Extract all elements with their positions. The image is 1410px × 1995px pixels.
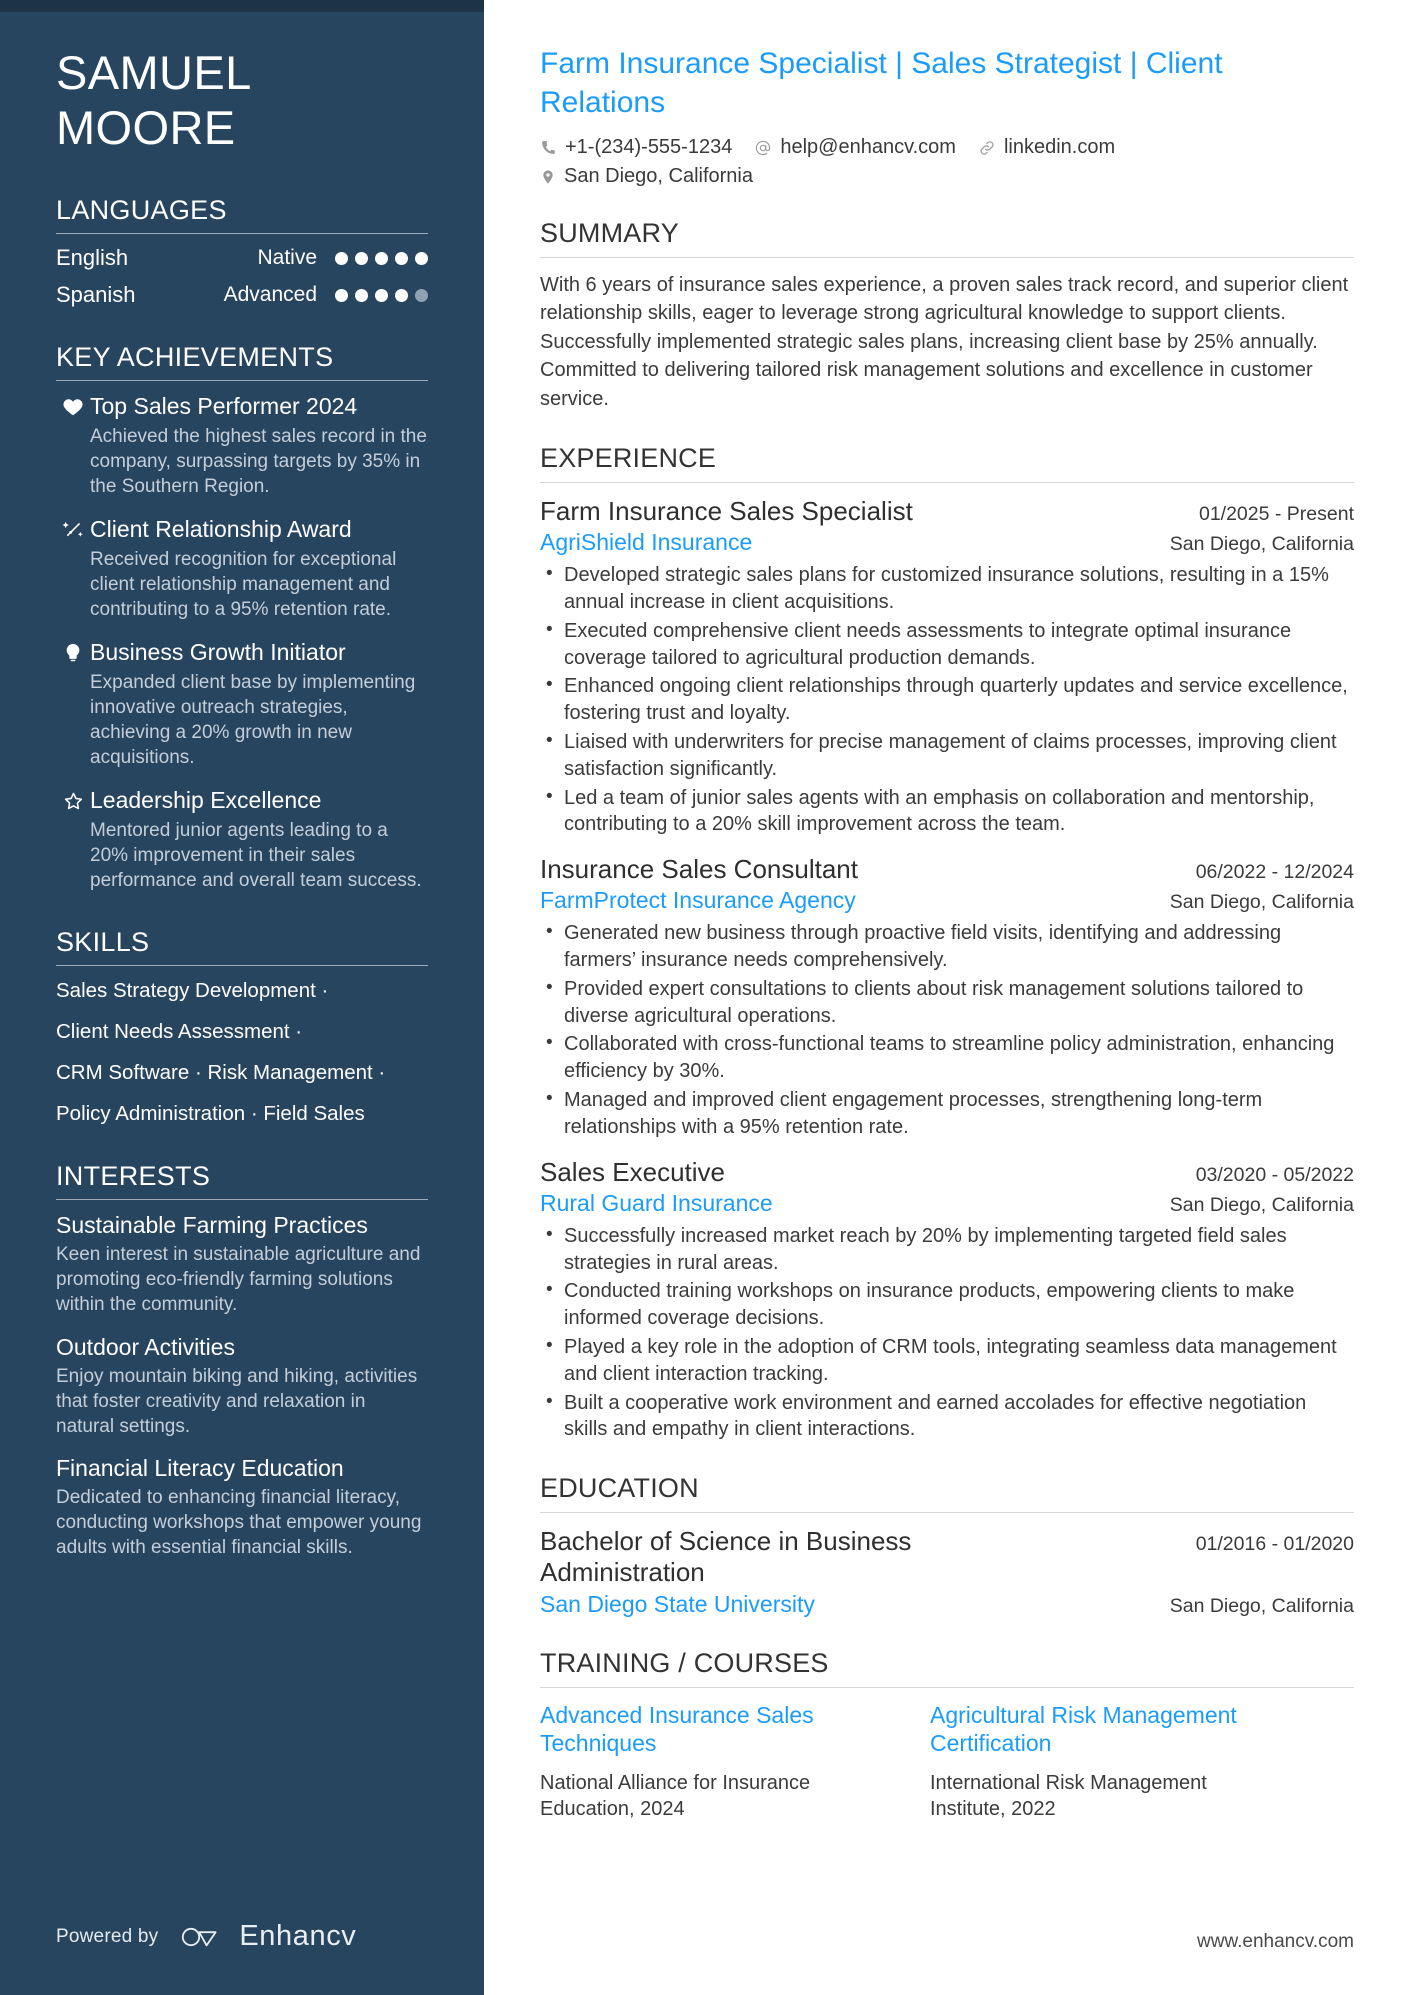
languages-heading: LANGUAGES	[56, 195, 227, 226]
interests-section	[56, 1161, 428, 1560]
job-bullet: • Developed strategic sales plans for customized insurance solutions, resulting in a 15% annual increase in client acquisitions.	[540, 562, 1354, 616]
achievement-item	[56, 392, 428, 499]
divider	[540, 1687, 1354, 1688]
education-heading: EDUCATION	[540, 1473, 699, 1504]
divider	[56, 380, 428, 381]
summary-heading: SUMMARY	[540, 218, 679, 248]
phone-contact[interactable]	[540, 136, 732, 159]
job-title: Sales Executive	[540, 1156, 725, 1187]
contact-line-location	[540, 165, 1354, 188]
experience-entry	[540, 1157, 1354, 1444]
achievement-item	[56, 786, 428, 893]
course-organization: International Risk Management Institute, 2022	[930, 1771, 1207, 1821]
language-name: English	[56, 245, 129, 271]
sidebar	[0, 0, 484, 1995]
shooting-star-icon	[56, 515, 90, 622]
courses-heading: TRAINING / COURSES	[540, 1647, 829, 1678]
achievement-description: Expanded client base by implementing innovative outreach strategies, achieving a 20% growth in new acquisitions.	[90, 671, 416, 768]
email-value: help@enhancv.com	[780, 136, 956, 158]
experience-entry	[540, 496, 1354, 838]
interest-description: Keen interest in sustainable agriculture and promoting eco-friendly farming solutions within the community.	[56, 1244, 421, 1316]
link-value: linkedin.com	[1003, 136, 1116, 158]
interests-heading: INTERESTS	[56, 1161, 211, 1192]
education-entry-subheader	[540, 1591, 1354, 1618]
job-bullet: • Provided expert consultations to clients about risk management solutions tailored to diverse agricultural operations.	[540, 976, 1354, 1030]
skill-line: Policy Administration · Field Sales	[56, 1102, 365, 1126]
experience-entry-header	[540, 496, 1354, 527]
headline: Farm Insurance Specialist | Sales Strategist | Client Relations	[540, 47, 1223, 119]
job-bullets	[540, 562, 1354, 838]
email-contact[interactable]	[754, 136, 956, 159]
job-location: San Diego, California	[1169, 533, 1354, 556]
divider	[56, 233, 428, 234]
job-title: Insurance Sales Consultant	[540, 854, 858, 885]
skills-section	[56, 927, 428, 1127]
website-footer: www.enhancv.com	[1197, 1931, 1354, 1952]
phone-value: +1-(234)-555-1234	[565, 136, 733, 158]
location-contact	[540, 165, 753, 188]
company-name[interactable]: FarmProtect Insurance Agency	[540, 887, 856, 914]
divider	[56, 1199, 428, 1200]
job-bullet: • Enhanced ongoing client relationships through quarterly updates and service excellence, fostering trust and loyalty.	[540, 673, 1354, 727]
company-name[interactable]: Rural Guard Insurance	[540, 1189, 773, 1216]
divider	[540, 482, 1354, 483]
achievement-item	[56, 515, 428, 622]
skill-line: Sales Strategy Development ·	[56, 979, 329, 1003]
language-level: Advanced	[223, 283, 317, 307]
summary-text: With 6 years of insurance sales experience, a proven sales track record, and superior client relationship skills, eager to leverage strong agricultural knowledge to support clients. Successfully implemented strategic sales plans, increasing client base by 25% annually. Committed to delivering tailored risk management solutions and excellence in customer service.	[540, 274, 1349, 410]
language-rating-dots	[335, 289, 428, 302]
enhancv-mark-icon	[180, 1924, 228, 1950]
job-bullet: • Led a team of junior sales agents with an emphasis on collaboration and mentorship, contributing to a 20% skill improvement across the team.	[540, 785, 1354, 839]
achievement-description: Mentored junior agents leading to a 20% improvement in their sales performance and overall team success.	[90, 819, 422, 891]
heart-icon	[56, 392, 90, 499]
sidebar-top-bar	[0, 0, 484, 12]
job-bullet: • Built a cooperative work environment and earned accolades for effective negotiation skills and empathy in client interactions.	[540, 1390, 1354, 1444]
enhancv-logo	[180, 1920, 356, 1953]
candidate-name	[56, 0, 428, 155]
divider	[540, 1512, 1354, 1513]
last-name: MOORE	[56, 100, 236, 154]
education-location: San Diego, California	[1169, 1594, 1354, 1617]
experience-entry-header	[540, 1157, 1354, 1188]
job-title: Farm Insurance Sales Specialist	[540, 495, 913, 526]
job-dates: 03/2020 - 05/2022	[1195, 1163, 1354, 1186]
job-bullet: • Collaborated with cross-functional teams to streamline policy administration, enhancing efficiency by 30%.	[540, 1031, 1354, 1085]
powered-by-label: Powered by	[56, 1925, 159, 1947]
experience-entry-subheader	[540, 529, 1354, 556]
job-dates: 01/2025 - Present	[1198, 502, 1354, 525]
first-name: SAMUEL	[56, 46, 252, 99]
language-row	[56, 282, 428, 308]
phone-icon	[540, 139, 557, 156]
language-level: Native	[257, 246, 317, 270]
key-achievements-heading: KEY ACHIEVEMENTS	[56, 342, 334, 373]
experience-entry	[540, 854, 1354, 1141]
education-dates: 01/2016 - 01/2020	[1195, 1533, 1354, 1556]
experience-entry-header	[540, 854, 1354, 885]
experience-section	[540, 443, 1354, 1443]
summary-section	[540, 218, 1354, 413]
interest-item	[56, 1454, 428, 1560]
course-item	[930, 1701, 1280, 1823]
job-bullet: • Successfully increased market reach by 20% by implementing targeted field sales strategies in rural areas.	[540, 1223, 1354, 1277]
experience-heading: EXPERIENCE	[540, 442, 717, 473]
contact-line-primary	[540, 136, 1354, 159]
achievement-item	[56, 638, 428, 770]
job-bullet: • Executed comprehensive client needs assessments to integrate optimal insurance coverage tailored to agricultural production demands.	[540, 618, 1354, 672]
achievement-title: Business Growth Initiator	[90, 639, 346, 665]
job-bullet: • Managed and improved client engagement processes, strengthening long-term relationships with a 95% retention rate.	[540, 1087, 1354, 1141]
achievement-description: Achieved the highest sales record in the company, surpassing targets by 35% in the Southern Region.	[90, 425, 427, 497]
courses-section	[540, 1648, 1354, 1823]
company-name[interactable]: AgriShield Insurance	[540, 529, 753, 556]
job-bullets	[540, 1223, 1354, 1443]
key-achievements-section	[56, 342, 428, 893]
language-row	[56, 245, 428, 271]
job-location: San Diego, California	[1169, 891, 1354, 914]
achievement-title: Client Relationship Award	[90, 516, 352, 543]
lightbulb-icon	[56, 638, 90, 770]
interest-title: Outdoor Activities	[56, 1333, 235, 1360]
achievement-description: Received recognition for exceptional client relationship management and contributing to a 95% retention rate.	[90, 548, 397, 620]
skill-line: Client Needs Assessment ·	[56, 1020, 303, 1044]
achievement-title: Leadership Excellence	[90, 787, 322, 814]
courses-grid	[540, 1701, 1354, 1823]
interest-item	[56, 1211, 428, 1317]
job-bullet: • Generated new business through proactive field visits, identifying and addressing farmers’ insurance needs comprehensively.	[540, 920, 1354, 974]
interest-description: Dedicated to enhancing financial literacy, conducting workshops that empower young adults with essential financial skills.	[56, 1486, 422, 1558]
contact-block	[540, 136, 1354, 188]
star-outline-icon	[56, 786, 90, 893]
skills-heading: SKILLS	[56, 927, 150, 958]
experience-entry-subheader	[540, 1190, 1354, 1217]
location-value: San Diego, California	[564, 165, 753, 187]
job-bullet: • Played a key role in the adoption of CRM tools, integrating seamless data management and client interaction tracking.	[540, 1334, 1354, 1388]
job-bullet: • Conducted training workshops on insurance products, empowering clients to make informed coverage decisions.	[540, 1278, 1354, 1332]
interest-title: Financial Literacy Education	[56, 1454, 344, 1481]
map-pin-icon	[540, 168, 556, 186]
course-title[interactable]: Advanced Insurance Sales Techniques	[540, 1701, 814, 1757]
divider	[540, 257, 1354, 258]
at-sign-icon	[754, 139, 772, 157]
education-entry	[540, 1526, 1354, 1617]
link-icon	[978, 139, 996, 157]
sidebar-footer	[56, 1920, 356, 1953]
language-name: Spanish	[56, 282, 136, 308]
experience-entry-subheader	[540, 887, 1354, 914]
course-item	[540, 1701, 890, 1823]
school-name[interactable]: San Diego State University	[540, 1590, 815, 1617]
language-rating-dots	[335, 252, 428, 265]
link-contact[interactable]	[978, 136, 1115, 159]
job-dates: 06/2022 - 12/2024	[1195, 861, 1354, 884]
job-bullet: • Liaised with underwriters for precise management of claims processes, improving client satisfaction significantly.	[540, 729, 1354, 783]
degree-title: Bachelor of Science in Business Administration	[540, 1526, 912, 1588]
interest-title: Sustainable Farming Practices	[56, 1212, 368, 1239]
education-section	[540, 1473, 1354, 1617]
course-title[interactable]: Agricultural Risk Management Certification	[930, 1701, 1237, 1757]
education-entry-header	[540, 1526, 1354, 1588]
course-organization: National Alliance for Insurance Education, 2024	[540, 1771, 811, 1821]
languages-section	[56, 195, 428, 308]
enhancv-wordmark: Enhancv	[239, 1920, 357, 1952]
job-location: San Diego, California	[1169, 1193, 1354, 1216]
interest-item	[56, 1333, 428, 1439]
achievement-title: Top Sales Performer 2024	[90, 393, 358, 420]
interest-description: Enjoy mountain biking and hiking, activities that foster creativity and relaxation in natural settings.	[56, 1365, 418, 1437]
main-content	[484, 0, 1410, 1995]
divider	[56, 965, 428, 966]
skill-line: CRM Software · Risk Management ·	[56, 1061, 386, 1085]
job-bullets	[540, 920, 1354, 1140]
